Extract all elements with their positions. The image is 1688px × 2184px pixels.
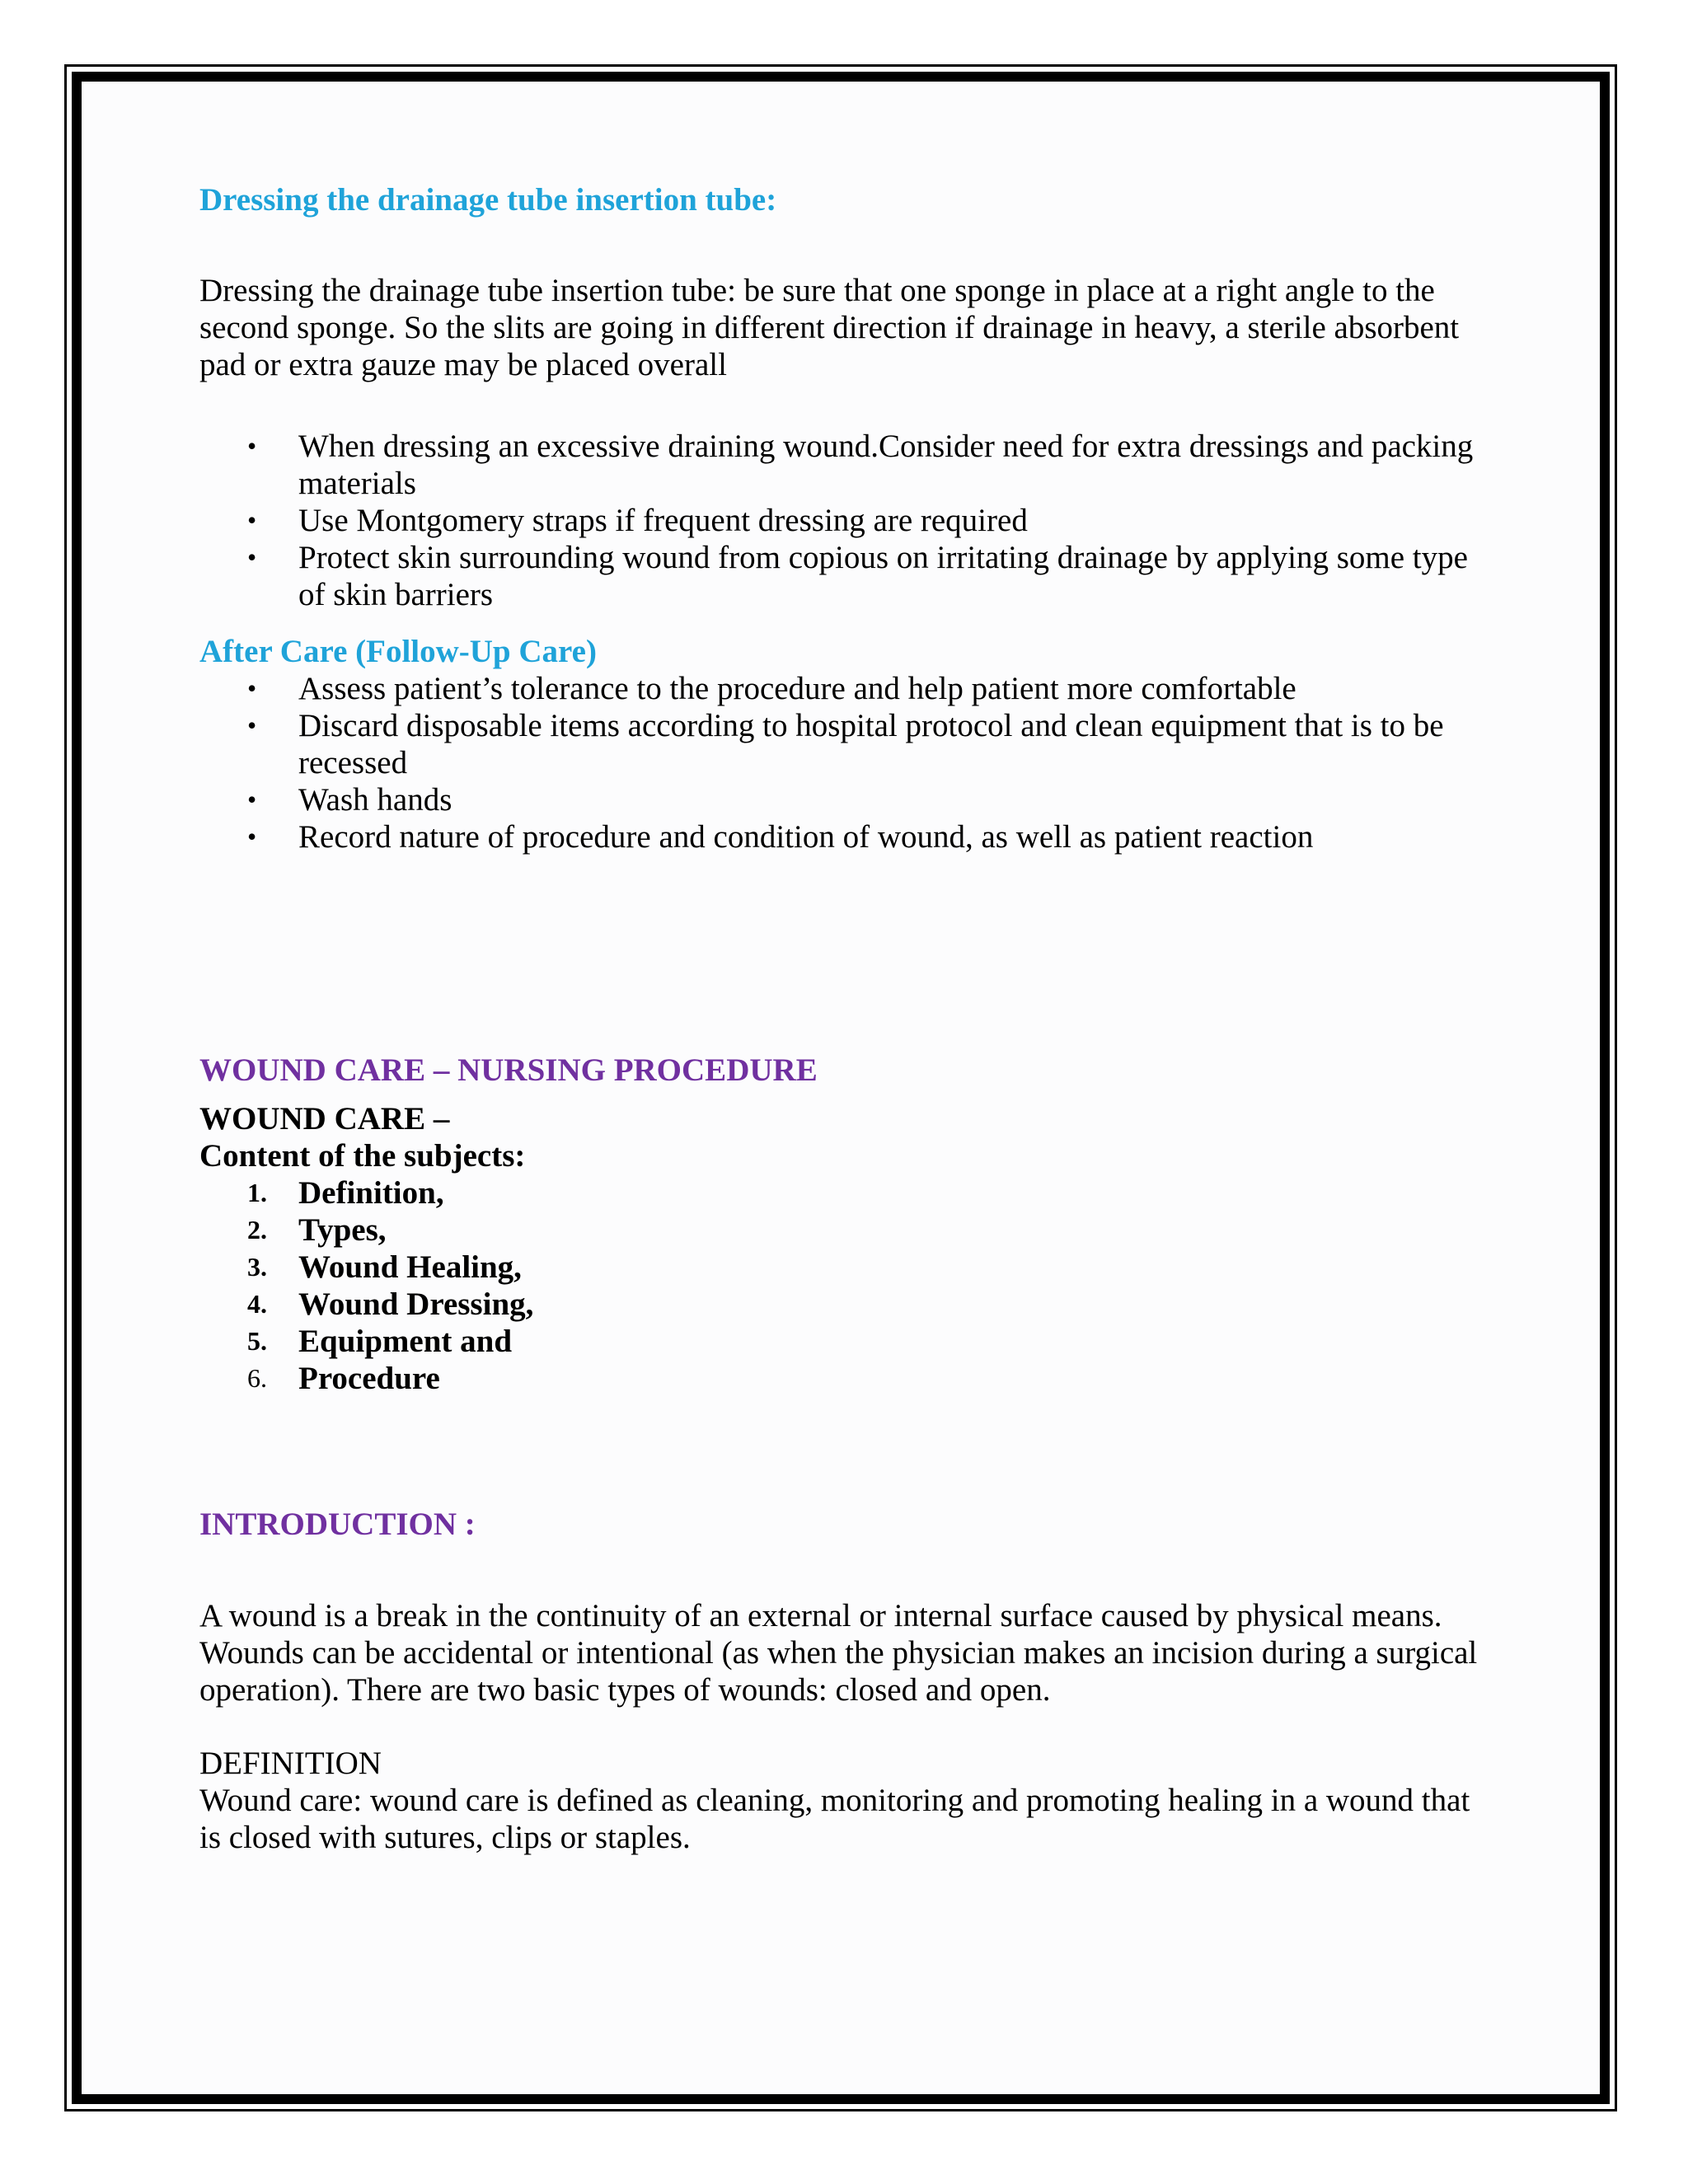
list-item: 6. Procedure — [247, 1361, 440, 1396]
list-item: • Wash hands — [199, 781, 1485, 818]
list-item: 5. Equipment and — [247, 1324, 513, 1359]
drainage-tube-bullets — [199, 428, 1485, 613]
definition-heading: DEFINITION — [199, 1746, 382, 1781]
list-item: • Discard disposable items according to hospital protocol and clean equipment that is to be recessed — [199, 707, 1485, 781]
list-item: • Record nature of procedure and condition of wound, as well as patient reaction — [199, 818, 1485, 855]
definition-paragraph: Wound care: wound care is defined as cleaning, monitoring and promoting healing in a wound that is closed with sutures, clips or staples. — [199, 1783, 1470, 1855]
list-item: • Assess patient’s tolerance to the procedure and help patient more comfortable — [199, 670, 1485, 707]
introduction-heading: INTRODUCTION : — [199, 1507, 476, 1542]
wound-care-heading: WOUND CARE – NURSING PROCEDURE — [199, 1052, 818, 1088]
drainage-tube-heading: Dressing the drainage tube insertion tube: — [199, 182, 777, 218]
list-item: • When dressing an excessive draining wound.Consider need for extra dressings and packing materials — [199, 428, 1485, 502]
list-item: 1. Definition, — [247, 1175, 444, 1211]
list-item: • Protect skin surrounding wound from copious on irritating drainage by applying some type of skin barriers — [199, 539, 1485, 613]
document-body — [199, 181, 1485, 1856]
after-care-bullets — [199, 670, 1485, 855]
after-care-heading: After Care (Follow-Up Care) — [199, 634, 597, 669]
wound-care-subheading: WOUND CARE – — [199, 1101, 450, 1137]
introduction-paragraph: A wound is a break in the continuity of an external or internal surface caused by physical means. Wounds can be accidental or intentional (as when the physician makes an incision during a surgical operation). There are two basic types of wounds: closed and open. — [199, 1598, 1478, 1708]
content-label: Content of the subjects: — [199, 1138, 526, 1174]
list-item: 3. Wound Healing, — [247, 1249, 522, 1285]
drainage-tube-paragraph: Dressing the drainage tube insertion tube: be sure that one sponge in place at a right angle to the second sponge. So the slits are going in different direction if drainage in heavy, a sterile absorbent pad or extra gauze may be placed overall — [199, 273, 1460, 382]
list-item: 2. Types, — [247, 1212, 387, 1248]
subjects-list — [199, 1174, 1485, 1397]
list-item: • Use Montgomery straps if frequent dressing are required — [199, 502, 1485, 539]
list-item: 4. Wound Dressing, — [247, 1286, 534, 1322]
